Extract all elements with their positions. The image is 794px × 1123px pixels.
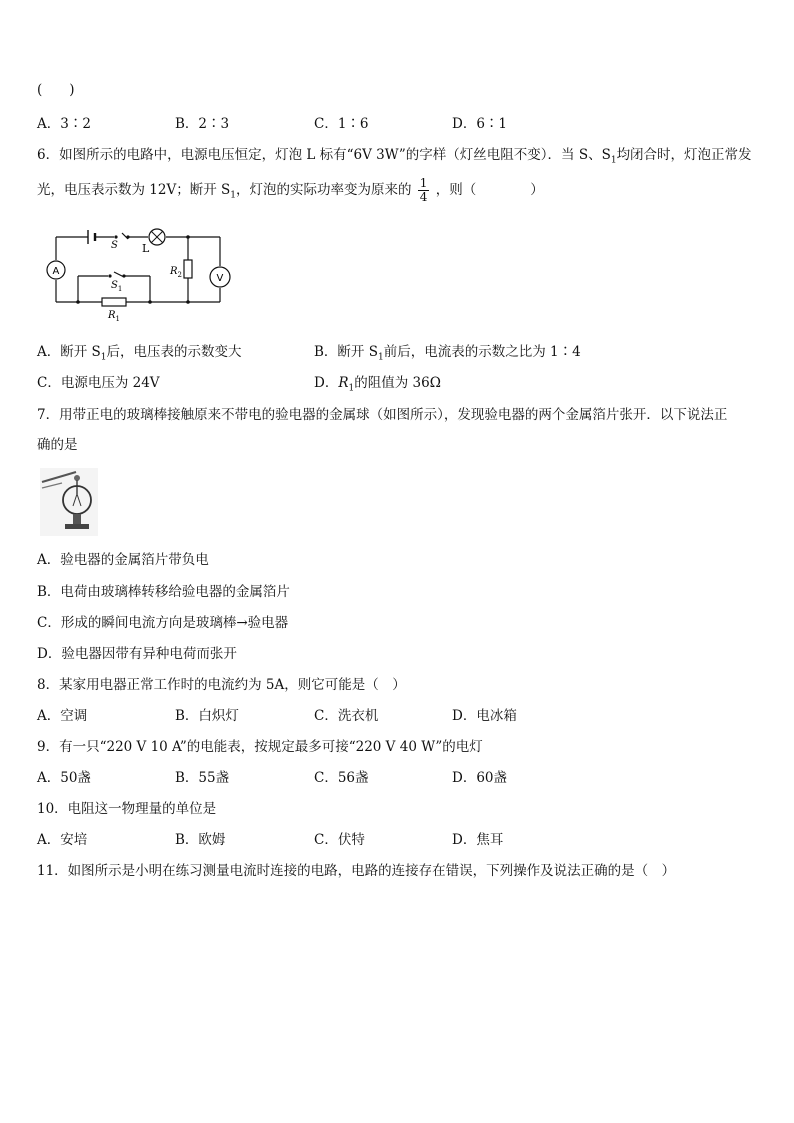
q7-option-b: B．电荷由玻璃棒转移给验电器的金属箔片 [37,584,290,600]
q7-option-c: C．形成的瞬间电流方向是玻璃棒→验电器 [37,615,289,631]
q7-stem-line1: 7．用带正电的玻璃棒接触原来不带电的验电器的金属球（如图所示），发现验电器的两个金属箔片张开．以下说法正 [37,407,728,423]
resistor-r2-label: $R_2$ [170,266,182,279]
answer-paren: ( ) [37,82,75,98]
q9-stem: 9．有一只“220 V 10 A”的电能表，按规定最多可接“220 V 40 W”的电灯 [37,739,483,755]
q6-option-c: C．电源电压为 24V [37,375,160,391]
lamp-l-label: L [142,242,150,255]
junction-dot [186,300,190,304]
q8-option-d: D．电冰箱 [452,708,517,724]
q7-stem-line2: 确的是 [37,437,78,453]
q6-stem-line1: 6．如图所示的电路中，电源电压恒定，灯泡 L 标有“6V 3W”的字样（灯丝电阻不变）．当 S、$S_1$均闭合时，灯泡正常发 [37,147,752,166]
q10-option-a: A．安培 [37,832,88,848]
q5-option-d: D．6∶1 [452,116,508,132]
q10-option-c: C．伏特 [314,832,365,848]
q5-option-c: C．1∶6 [314,116,369,132]
junction-dot [76,300,80,304]
switch-s1-label: $S_1$ [111,280,123,293]
q8-option-a: A．空调 [37,708,88,724]
q9-option-c: C．56盏 [314,770,369,786]
resistor-r1-label: $R_1$ [108,310,120,322]
one-quarter-fraction: $\frac{1}{4}$ [419,176,428,204]
switch-s-label: S [111,240,118,251]
junction-dot [186,235,190,239]
q11-stem: 11．如图所示是小明在练习测量电流时连接的电路，电路的连接存在错误，下列操作及说法正确的是（ ） [37,863,676,879]
q7-option-d: D．验电器因带有异种电荷而张开 [37,646,237,662]
svg-text:A: A [52,266,60,277]
q10-stem: 10．电阻这一物理量的单位是 [37,801,217,817]
junction-dot [148,300,152,304]
svg-text:V: V [216,273,224,284]
switch-s-contact [126,235,129,238]
q9-option-b: B．55盏 [175,770,230,786]
q8-option-c: C．洗衣机 [314,708,379,724]
q6-option-a: A．断开 $S_1$后，电压表的示数变大 [37,344,242,363]
q6-circuit-diagram [40,222,240,322]
q10-option-d: D．焦耳 [452,832,504,848]
voltmeter-icon [210,267,230,287]
q6-option-d: D．$R_1$的阻值为 36Ω [314,375,441,394]
lamp-icon [149,229,165,245]
switch-s1-contact [122,274,125,277]
electroscope-illustration [40,468,98,536]
resistor-r1 [102,298,126,306]
q8-stem: 8．某家用电器正常工作时的电流约为 5A，则它可能是（ ） [37,677,406,693]
switch-s-contact [114,235,117,238]
q7-option-a: A．验电器的金属箔片带负电 [37,552,209,568]
q10-option-b: B．欧姆 [175,832,226,848]
resistor-r2 [184,260,192,278]
q9-option-d: D．60盏 [452,770,508,786]
q6-stem-line2: 光，电压表示数为 12V；断开 $S_1$，灯泡的实际功率变为原来的 $\frac{1}{4}$ ，则（ ） [37,176,544,204]
switch-s1-contact [108,274,111,277]
q8-option-b: B．白炽灯 [175,708,239,724]
q5-option-b: B．2∶3 [175,116,230,132]
q5-option-a: A．3∶2 [37,116,91,132]
ammeter-icon [47,261,65,279]
q9-option-a: A．50盏 [37,770,91,786]
q6-option-b: B．断开 $S_1$前后，电流表的示数之比为 1∶4 [314,344,581,363]
